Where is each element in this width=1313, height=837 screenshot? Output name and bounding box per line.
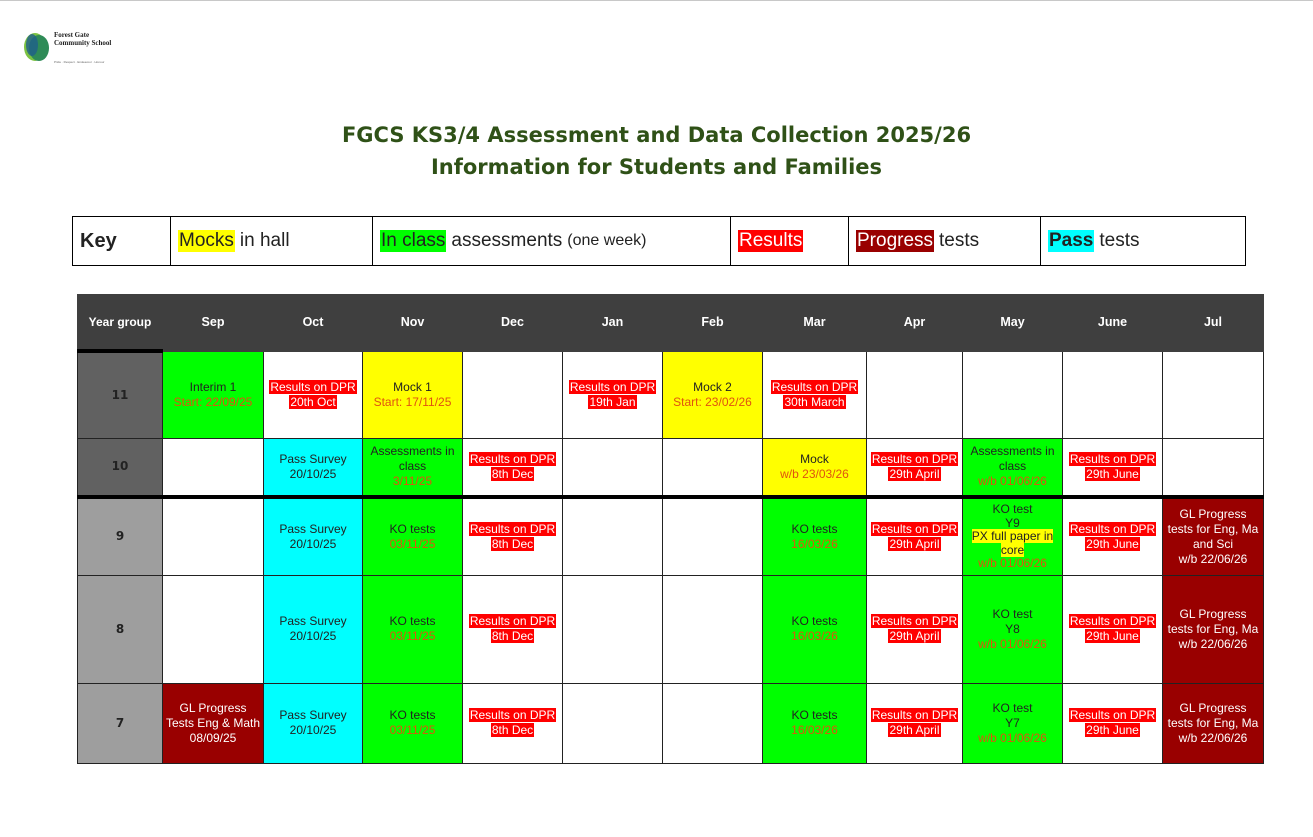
cell-y11-oct: Results on DPR 20th Oct	[264, 351, 363, 438]
col-header-apr: Apr	[867, 295, 963, 352]
cell-y9-feb	[663, 497, 763, 575]
col-header-mar: Mar	[763, 295, 867, 352]
cell-y10-jun: Results on DPR 29th June	[1063, 438, 1163, 497]
cell-y10-may: Assessments in class w/b 01/06/26	[963, 438, 1063, 497]
col-header-feb: Feb	[663, 295, 763, 352]
cell-y11-dec	[463, 351, 563, 438]
key-inclass-text: assessments	[451, 230, 563, 251]
key-pass-swatch: Pass	[1049, 230, 1094, 251]
key-legend	[72, 216, 1246, 266]
key-inclass-note: (one week)	[567, 232, 647, 249]
cell-y8-nov: KO tests 03/11/25	[363, 575, 463, 683]
assessment-calendar-table	[77, 294, 1264, 764]
cell-y11-feb: Mock 2 Start: 23/02/26	[663, 351, 763, 438]
cell-y9-dec: Results on DPR 8th Dec	[463, 497, 563, 575]
cell-y7-dec: Results on DPR 8th Dec	[463, 683, 563, 763]
cell-y8-dec: Results on DPR 8th Dec	[463, 575, 563, 683]
cell-y7-may: KO test Y7 w/b 01/06/26	[963, 683, 1063, 763]
cell-y8-feb	[663, 575, 763, 683]
cell-y7-jun: Results on DPR 29th June	[1063, 683, 1163, 763]
year-label: 7	[78, 683, 163, 763]
cell-y8-jun: Results on DPR 29th June	[1063, 575, 1163, 683]
year-label: 9	[78, 497, 163, 575]
cell-y9-jan	[563, 497, 663, 575]
cell-y10-feb	[663, 438, 763, 497]
cell-y10-dec: Results on DPR 8th Dec	[463, 438, 563, 497]
key-results	[731, 217, 849, 265]
row-year-8	[78, 575, 1264, 683]
cell-y7-feb	[663, 683, 763, 763]
cell-y9-mar: KO tests 16/03/26	[763, 497, 867, 575]
cell-y9-apr: Results on DPR 29th April	[867, 497, 963, 575]
col-header-oct: Oct	[264, 295, 363, 352]
cell-y8-sep	[163, 575, 264, 683]
cell-y9-sep	[163, 497, 264, 575]
cell-y10-sep	[163, 438, 264, 497]
header-row	[78, 295, 1264, 352]
key-inclass	[373, 217, 731, 265]
cell-y8-apr: Results on DPR 29th April	[867, 575, 963, 683]
col-header-jan: Jan	[563, 295, 663, 352]
year-label: 11	[78, 351, 163, 438]
cell-y11-apr	[867, 351, 963, 438]
cell-y9-jun: Results on DPR 29th June	[1063, 497, 1163, 575]
cell-y11-sep: Interim 1 Start: 22/09/25	[163, 351, 264, 438]
cell-y8-jan	[563, 575, 663, 683]
cell-y8-oct: Pass Survey 20/10/25	[264, 575, 363, 683]
cell-y7-sep: GL Progress Tests Eng & Math 08/09/25	[163, 683, 264, 763]
col-header-dec: Dec	[463, 295, 563, 352]
key-mocks-text: in hall	[239, 230, 290, 251]
key-mocks-swatch: Mocks	[179, 230, 234, 251]
key-mocks	[171, 217, 373, 265]
school-name: Forest Gate Community School	[54, 31, 112, 47]
cell-y10-oct: Pass Survey 20/10/25	[264, 438, 363, 497]
cell-y11-jun	[1063, 351, 1163, 438]
cell-y9-may: KO test Y9 PX full paper in core w/b 01/06/26	[963, 497, 1063, 575]
cell-y10-jul	[1163, 438, 1264, 497]
key-pass	[1041, 217, 1245, 265]
key-inclass-swatch: In class	[381, 230, 446, 251]
cell-y11-mar: Results on DPR 30th March	[763, 351, 867, 438]
year-label: 10	[78, 438, 163, 497]
cell-y10-mar: Mock w/b 23/03/26	[763, 438, 867, 497]
cell-y7-oct: Pass Survey 20/10/25	[264, 683, 363, 763]
col-header-may: May	[963, 295, 1063, 352]
col-header-sep: Sep	[163, 295, 264, 352]
cell-y10-apr: Results on DPR 29th April	[867, 438, 963, 497]
key-results-swatch: Results	[739, 230, 803, 251]
school-logo	[23, 31, 113, 71]
col-header-nov: Nov	[363, 295, 463, 352]
col-header-jul: Jul	[1163, 295, 1264, 352]
key-label: Key	[73, 217, 171, 265]
col-header-june: June	[1063, 295, 1163, 352]
cell-y7-mar: KO tests 16/03/26	[763, 683, 867, 763]
key-pass-text: tests	[1099, 230, 1140, 251]
cell-y8-may: KO test Y8 w/b 01/06/26	[963, 575, 1063, 683]
row-year-9	[78, 497, 1264, 575]
page-subtitle: Information for Students and Families	[430, 155, 883, 179]
row-year-7	[78, 683, 1264, 763]
cell-y7-nov: KO tests 03/11/25	[363, 683, 463, 763]
cell-y7-jan	[563, 683, 663, 763]
cell-y11-jul	[1163, 351, 1264, 438]
key-progress	[849, 217, 1041, 265]
cell-y10-nov: Assessments in class 3/11/25	[363, 438, 463, 497]
key-progress-swatch: Progress	[857, 230, 934, 251]
school-tagline: Pride · Respect · Endeavour · Honour	[54, 60, 105, 64]
cell-y7-apr: Results on DPR 29th April	[867, 683, 963, 763]
cell-y11-may	[963, 351, 1063, 438]
leaf-logo-icon	[23, 31, 53, 63]
cell-y8-jul: GL Progress tests for Eng, Ma w/b 22/06/26	[1163, 575, 1264, 683]
row-year-11	[78, 351, 1264, 438]
cell-y9-oct: Pass Survey 20/10/25	[264, 497, 363, 575]
key-progress-text: tests	[939, 230, 980, 251]
col-header-year-group: Year group	[78, 295, 163, 352]
cell-y11-jan: Results on DPR 19th Jan	[563, 351, 663, 438]
cell-y9-jul: GL Progress tests for Eng, Ma and Sci w/b 22/06/26	[1163, 497, 1264, 575]
cell-y7-jul: GL Progress tests for Eng, Ma w/b 22/06/26	[1163, 683, 1264, 763]
cell-y10-jan	[563, 438, 663, 497]
cell-y11-nov: Mock 1 Start: 17/11/25	[363, 351, 463, 438]
row-year-10	[78, 438, 1264, 497]
cell-y8-mar: KO tests 16/03/26	[763, 575, 867, 683]
year-label: 8	[78, 575, 163, 683]
page-title: FGCS KS3/4 Assessment and Data Collection 2025/26	[341, 123, 972, 147]
cell-y9-nov: KO tests 03/11/25	[363, 497, 463, 575]
